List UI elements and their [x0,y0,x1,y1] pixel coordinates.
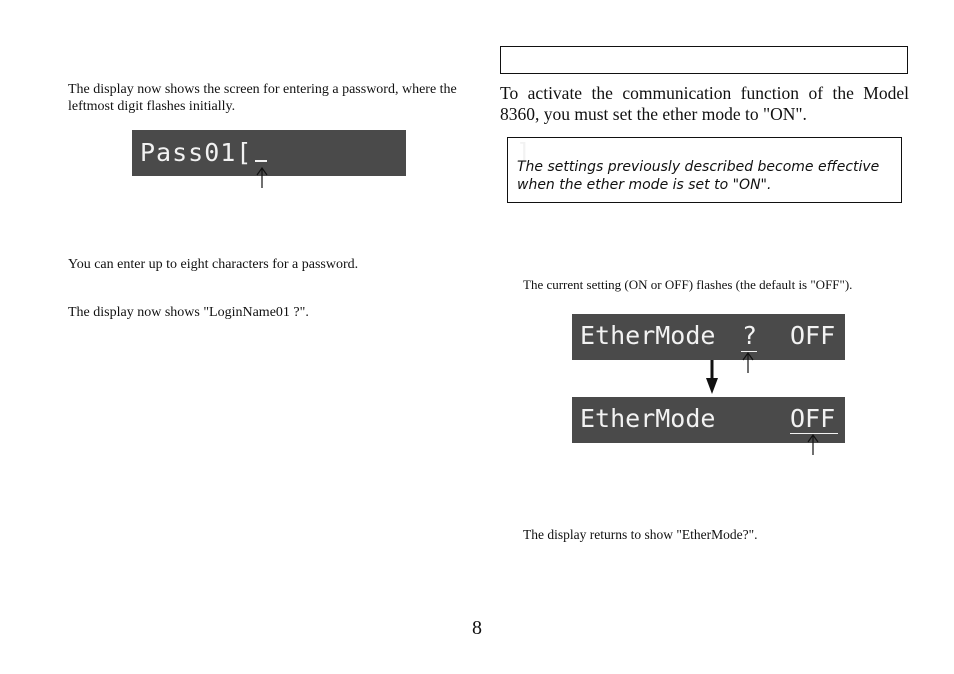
lcd-ethermode-query [572,314,845,360]
lcd-ethermode-label: EtherMode [580,321,716,350]
lcd-ethermode-set-value: OFF [790,404,836,433]
lcd-ethermode-set [572,397,845,443]
lcd-password-text: Pass01[ [140,138,253,167]
lcd-ethermode-question: ? [742,321,758,350]
current-setting-text: The current setting (ON or OFF) flashes (the default is "OFF"). [523,277,853,292]
lcd-password-right-bracket: ] [516,138,532,167]
question-pointer-arrow-icon [741,351,755,373]
note-box [507,137,902,203]
eight-chars-text: You can enter up to eight characters for a password. [68,257,359,272]
section-heading-box [500,46,908,74]
loginname-text: The display now shows "LoginName01 ?". [68,305,309,320]
returns-text: The display returns to show "EtherMode?". [523,527,758,542]
ethermode-intro-text: To activate the communication function of the Model 8360, you must set the ether mode to "ON". [500,83,909,124]
value-pointer-arrow-icon [806,433,820,455]
lcd-password-cursor [255,160,267,162]
lcd-password-display [132,130,532,176]
down-arrow-icon [705,360,719,394]
cursor-pointer-arrow-icon [255,166,269,188]
lcd-ethermode-set-label: EtherMode [580,404,716,433]
note-text: The settings previously described become effective when the ether mode is set to "ON". [517,159,880,193]
lcd-ethermode-value: OFF [790,321,836,350]
password-intro-text: The display now shows the screen for entering a password, where the leftmost digit flashes initially. [68,82,457,114]
page-number: 8 [472,617,482,639]
